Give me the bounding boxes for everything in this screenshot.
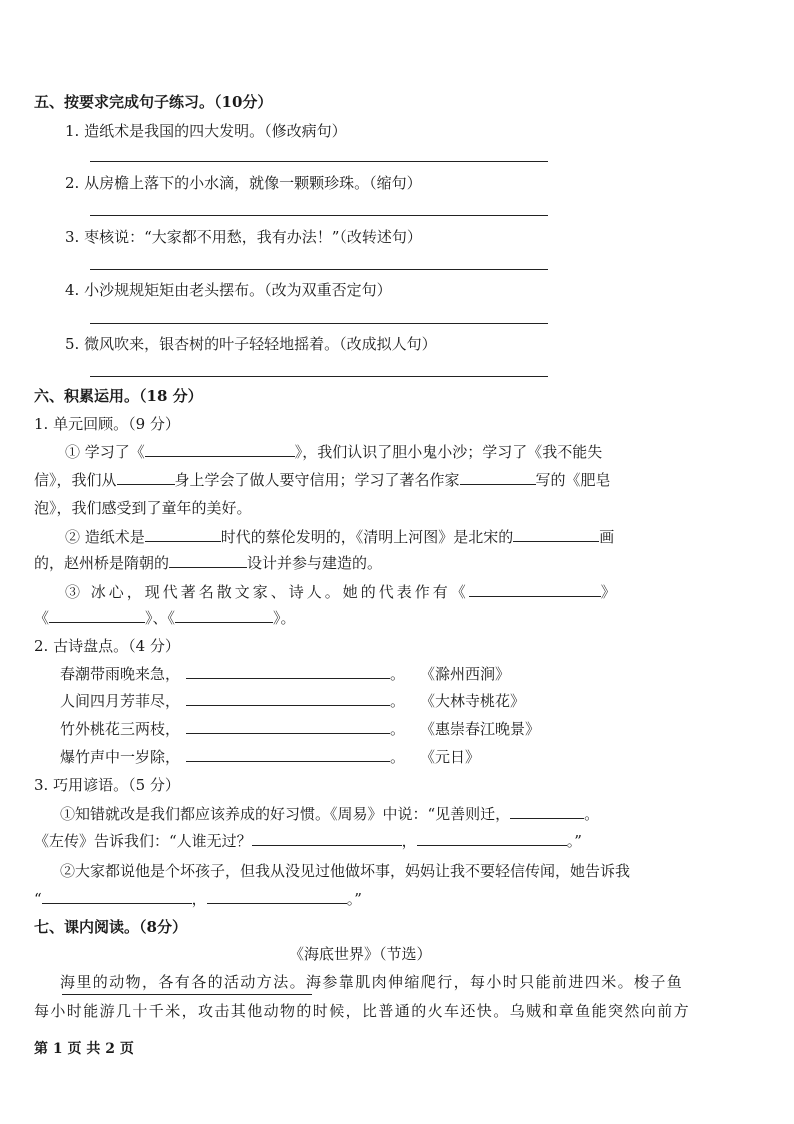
s6-p3-a-text4: ，: [401, 832, 417, 850]
poem-end: 。: [390, 720, 406, 738]
s6-p1-a-text3: 信》，我们从: [34, 471, 117, 489]
poem-name: 《惠崇春江晚景》: [420, 720, 541, 738]
s6-p1-b-text3: 画: [599, 528, 615, 546]
s6-p3-a-line1: [60, 804, 599, 824]
fill-blank[interactable]: [186, 664, 390, 679]
fill-blank[interactable]: [460, 470, 536, 485]
s6-p1-b-line2: [34, 553, 382, 573]
s5-question-5: 5. 微风吹来，银杏树的叶子轻轻地摇着。（改成拟人句）: [65, 335, 437, 353]
s6-p1-a-text1: ① 学习了《: [65, 443, 145, 461]
section7-title: 七、课内阅读。（8分）: [34, 918, 187, 936]
s6-p3-b-text3: 。”: [346, 890, 362, 908]
s6-p1-a-line1: [65, 442, 602, 462]
s5-question-3: 3. 枣核说：“大家都不用愁，我有办法！”（改转述句）: [65, 228, 422, 246]
s6-p3-b-line1: ②大家都说他是个坏孩子，但我从没见过他做坏事，妈妈让我不要轻信传闻，她告诉我: [60, 862, 631, 880]
poem-line: 人间四月芳菲尽，: [60, 692, 181, 710]
fill-blank[interactable]: [186, 719, 390, 734]
fill-blank[interactable]: [186, 747, 390, 762]
s6-p3-a-text2: 。: [584, 805, 600, 823]
fill-blank[interactable]: [169, 553, 247, 568]
s6-p1-b-text1: ② 造纸术是: [65, 528, 145, 546]
s6-p1-c-text1: ③ 冰心，现代著名散文家、诗人。她的代表作有《: [65, 583, 469, 601]
s6-p1-a-text2: 》，我们认识了胆小鬼小沙；学习了《我不能失: [294, 443, 603, 461]
s6-p1-b-text5: 设计并参与建造的。: [247, 554, 383, 572]
poem-row-2: [60, 691, 525, 711]
s6-p3-a-line2: [34, 831, 582, 851]
s6-p1-c-text4: 》、《: [145, 609, 176, 627]
s6-p3-b-line2: [34, 889, 362, 909]
fill-blank[interactable]: [469, 582, 601, 597]
s5-answer-line-2[interactable]: [90, 215, 548, 216]
poem-row-4: [60, 747, 480, 767]
s5-question-1: 1. 造纸术是我国的四大发明。（修改病句）: [65, 122, 347, 140]
s6-p1-c-line1: [65, 582, 616, 602]
fill-blank[interactable]: [417, 831, 567, 846]
passage-line-2: 每小时能游几十千米，攻击其他动物的时候，比普通的火车还快。乌贼和章鱼能突然向前方: [34, 1002, 691, 1020]
s6-p1-c-text3: 《: [34, 609, 50, 627]
passage-title: 《海底世界》（节选）: [289, 945, 432, 963]
s6-p1-c-text5: 》。: [273, 609, 296, 627]
poem-line: 竹外桃花三两枝，: [60, 720, 181, 738]
s5-question-4: 4. 小沙规规矩矩由老头摆布。（改为双重否定句）: [65, 281, 392, 299]
poem-name: 《滁州西涧》: [420, 665, 511, 683]
poem-name: 《元日》: [420, 748, 481, 766]
passage-underline: [62, 994, 312, 995]
poem-end: 。: [390, 748, 406, 766]
fill-blank[interactable]: [510, 804, 584, 819]
fill-blank[interactable]: [49, 608, 145, 623]
s6-p1-a-text4: 身上学会了做人要守信用；学习了著名作家: [174, 471, 460, 489]
s6-p1-a-line2: [34, 470, 611, 490]
s5-answer-line-4[interactable]: [90, 323, 548, 324]
poem-end: 。: [390, 692, 406, 710]
s6-p3-a-text1: ①知错就改是我们都应该养成的好习惯。《周易》中说：“见善则迁，: [60, 805, 511, 823]
s6-p1-b-line1: [65, 527, 614, 547]
s5-answer-line-5[interactable]: [90, 376, 548, 377]
poem-line: 爆竹声中一岁除，: [60, 748, 181, 766]
s6-part1-title: 1. 单元回顾。（9 分）: [34, 415, 180, 433]
poem-line: 春潮带雨晚来急，: [60, 665, 181, 683]
s6-p1-c-line2: [34, 608, 296, 628]
section5-title: 五、按要求完成句子练习。（10分）: [34, 93, 273, 111]
s6-part3-title: 3. 巧用谚语。（5 分）: [34, 776, 180, 794]
fill-blank[interactable]: [513, 527, 599, 542]
s6-p1-b-text4: 的，赵州桥是隋朝的: [34, 554, 170, 572]
poem-row-3: [60, 719, 540, 739]
s6-p3-b-text1: “: [34, 890, 42, 908]
section6-title: 六、积累运用。（18 分）: [34, 387, 203, 405]
poem-row-1: [60, 664, 510, 684]
fill-blank[interactable]: [145, 527, 221, 542]
fill-blank[interactable]: [175, 608, 273, 623]
s6-p3-b-text2: ，: [191, 890, 207, 908]
fill-blank[interactable]: [207, 889, 347, 904]
s5-answer-line-3[interactable]: [90, 269, 548, 270]
s6-p3-a-text5: 。”: [566, 832, 582, 850]
s6-p1-a-line3: 泡》，我们感受到了童年的美好。: [34, 499, 252, 517]
poem-name: 《大林寺桃花》: [420, 692, 526, 710]
s6-p1-a-text5: 写的《肥皂: [535, 471, 611, 489]
s6-p3-a-text3: 《左传》告诉我们：“人谁无过？: [34, 832, 252, 850]
fill-blank[interactable]: [42, 889, 192, 904]
s6-part2-title: 2. 古诗盘点。（4 分）: [34, 637, 180, 655]
s6-p1-c-text2: 》: [600, 583, 616, 601]
s5-question-2: 2. 从房檐上落下的小水滴，就像一颗颗珍珠。（缩句）: [65, 174, 422, 192]
fill-blank[interactable]: [252, 831, 402, 846]
fill-blank[interactable]: [117, 470, 175, 485]
page-number: 第 1 页 共 2 页: [34, 1041, 134, 1057]
s6-p1-b-text2: 时代的蔡伦发明的，《清明上河图》是北宋的: [220, 528, 514, 546]
passage-line-1: 海里的动物，各有各的活动方法。海参靠肌肉伸缩爬行，每小时只能前进四米。梭子鱼: [60, 973, 684, 991]
poem-end: 。: [390, 665, 406, 683]
fill-blank[interactable]: [186, 691, 390, 706]
s5-answer-line-1[interactable]: [90, 161, 548, 162]
fill-blank[interactable]: [145, 442, 295, 457]
